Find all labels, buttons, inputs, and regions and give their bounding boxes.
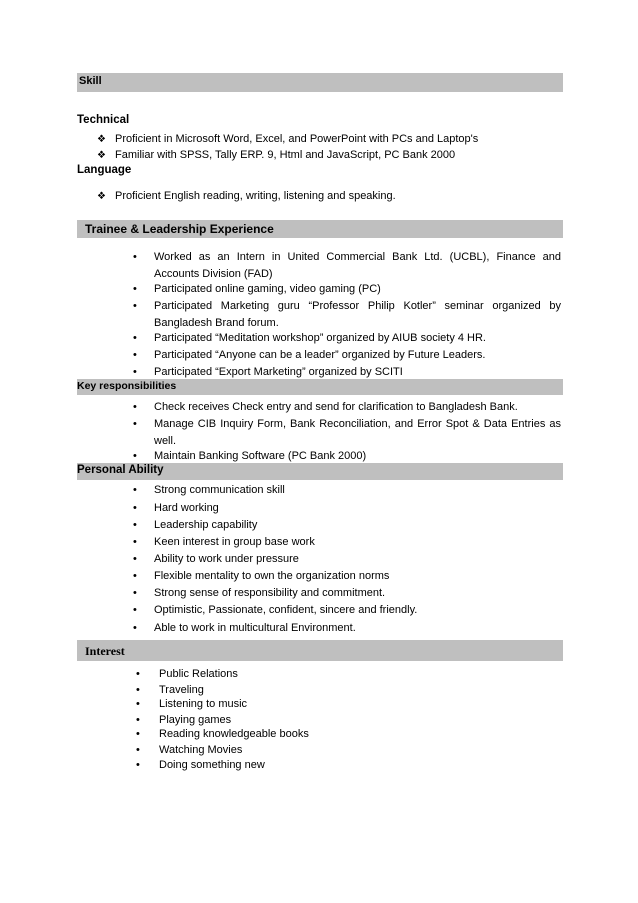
skill-section-title: Skill: [79, 75, 102, 87]
list-item: • Traveling: [159, 683, 204, 697]
list-item: • Maintain Banking Software (PC Bank 2000): [154, 448, 561, 465]
list-item: • Participated “Anyone can be a leader” organized by Future Leaders.: [154, 347, 561, 364]
personal-ability-title: Personal Ability: [77, 464, 164, 476]
list-item: • Leadership capability: [154, 517, 561, 534]
list-item: • Hard working: [154, 500, 561, 517]
interest-title: Interest: [85, 644, 125, 658]
list-item: ❖ Proficient in Microsoft Word, Excel, and PowerPoint with PCs and Laptop's: [115, 133, 478, 146]
list-item: • Participated “Meditation workshop” organized by AIUB society 4 HR.: [154, 330, 561, 347]
list-item: • Ability to work under pressure: [154, 551, 561, 568]
list-item: • Strong communication skill: [154, 482, 561, 499]
trainee-section-title: Trainee & Leadership Experience: [85, 222, 274, 236]
technical-heading: Technical: [77, 114, 130, 126]
list-item: • Public Relations: [159, 667, 238, 681]
list-item: • Reading knowledgeable books: [159, 727, 309, 741]
list-item: • Check receives Check entry and send for clarification to Bangladesh Bank.: [154, 399, 561, 416]
list-item: • Able to work in multicultural Environment.: [154, 620, 561, 637]
skill-section-bar: [77, 73, 563, 92]
list-item: • Listening to music: [159, 697, 247, 711]
list-item: • Participated online gaming, video gaming (PC): [154, 281, 561, 298]
list-item: • Manage CIB Inquiry Form, Bank Reconciliation, and Error Spot & Data Entries as well.: [154, 416, 561, 449]
list-item: • Keen interest in group base work: [154, 534, 561, 551]
language-heading: Language: [77, 164, 132, 176]
list-item: • Playing games: [159, 713, 231, 727]
list-item: • Doing something new: [159, 758, 265, 772]
list-item: ❖ Familiar with SPSS, Tally ERP. 9, Html and JavaScript, PC Bank 2000: [115, 149, 455, 162]
list-item: • Flexible mentality to own the organization norms: [154, 568, 561, 585]
list-item: ❖ Proficient English reading, writing, listening and speaking.: [115, 190, 396, 203]
list-item: • Watching Movies: [159, 743, 242, 757]
interest-bar: [77, 640, 563, 661]
list-item: • Participated Marketing guru “Professor Philip Kotler” seminar organized by Bangladesh Brand forum.: [154, 298, 561, 331]
list-item: • Strong sense of responsibility and commitment.: [154, 585, 561, 602]
list-item: • Optimistic, Passionate, confident, sincere and friendly.: [154, 602, 561, 619]
key-responsibilities-title: Key responsibilities: [77, 380, 177, 392]
list-item: • Worked as an Intern in United Commercial Bank Ltd. (UCBL), Finance and Accounts Division (FAD): [154, 249, 561, 282]
list-item: • Participated “Export Marketing” organized by SCITI: [154, 364, 561, 381]
